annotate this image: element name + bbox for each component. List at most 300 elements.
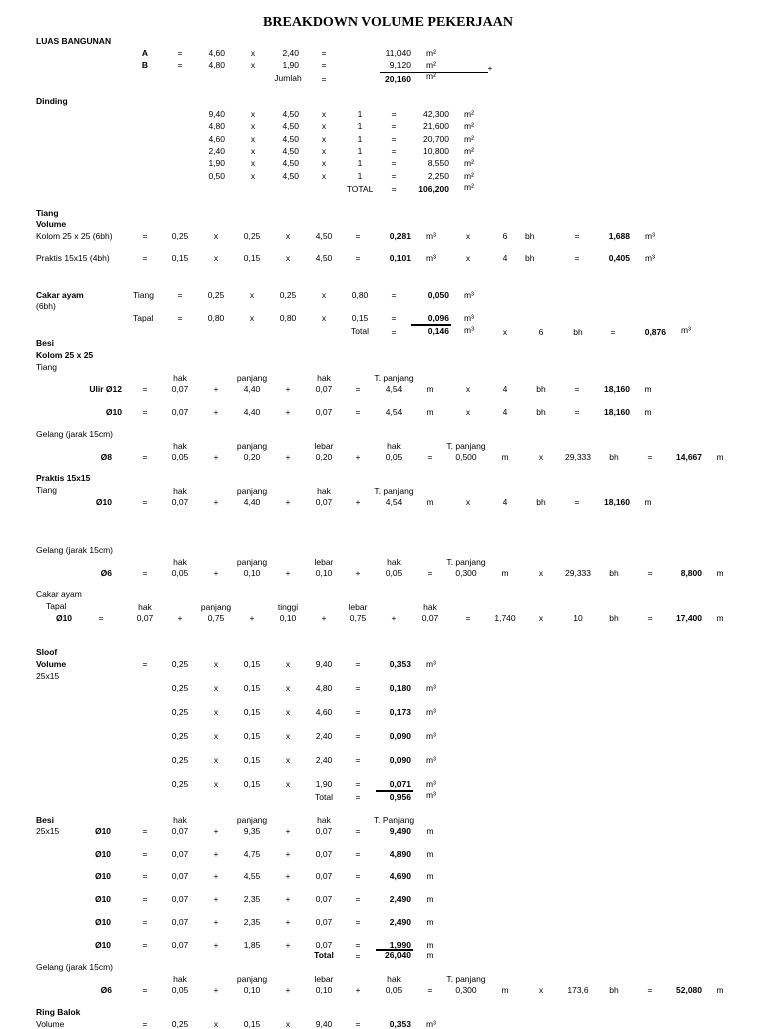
cell-118: x (249, 313, 255, 323)
cell-127: m³ (464, 325, 474, 335)
cell-324: T. Panjang (373, 815, 415, 825)
cell-385: Total (314, 950, 334, 960)
cell-144: 4,40 (243, 384, 261, 394)
cell-297: 2,40 (315, 731, 333, 741)
cell-308: m³ (426, 755, 436, 765)
section-sloof: Sloof (36, 647, 58, 657)
cell-177: T. panjang (446, 441, 486, 451)
cell-200: T. panjang (374, 486, 414, 496)
cell-145: + (285, 384, 291, 394)
cell-341: 0,07 (315, 848, 333, 859)
cell-92: 0,15 (243, 253, 261, 263)
cell-49: = (391, 145, 397, 156)
cell-199: hak (317, 486, 331, 496)
cell-203: 0,07 (171, 497, 189, 507)
cakar-total: 0,146 (427, 326, 449, 336)
cell-119: 0,80 (279, 313, 297, 323)
cell-348: + (213, 871, 219, 882)
cell-133: m³ (681, 325, 691, 335)
cell-275: 0,353 (389, 659, 411, 669)
cell-257: 0,07 (421, 613, 439, 623)
cell-286: x (213, 707, 219, 717)
cell-355: Ø10 (94, 894, 112, 905)
cell-35: m² (464, 121, 474, 132)
cell-213: bh (536, 497, 546, 507)
cell-113: 0,050 (427, 290, 449, 300)
cell-160: 4,40 (243, 407, 261, 417)
cell-198: panjang (236, 486, 268, 496)
cell-163: = (355, 407, 361, 417)
cell-122: = (391, 313, 397, 323)
cell-232: = (427, 568, 433, 578)
cell-389: hak (173, 974, 187, 984)
cell-129: 6 (538, 327, 544, 337)
cell-40: 1 (357, 133, 363, 144)
cell-318: = (355, 792, 361, 802)
cell-18: = (321, 74, 327, 84)
cell-71: Volume (36, 219, 67, 229)
cell-4: 2,40 (282, 48, 299, 58)
cell-104: (6bh) (36, 301, 56, 311)
cell-130: bh (573, 327, 583, 337)
cell-14: 9,120 (389, 60, 411, 70)
cell-406: x (538, 985, 544, 995)
cell-172: Gelang (jarak 15cm) (36, 429, 114, 439)
cell-410: 52,080 (676, 985, 702, 995)
cell-21: x (250, 109, 256, 119)
cell-249: 0,07 (136, 613, 154, 623)
cell-404: 0,300 (455, 985, 477, 995)
cell-420: 0,353 (389, 1019, 411, 1029)
cell-359: 2,35 (243, 894, 261, 905)
cell-179: = (142, 452, 148, 462)
section-dinding: Dinding (36, 96, 68, 106)
cell-125: Total (351, 326, 369, 336)
cell-196: Tiang (36, 485, 57, 495)
cell-352: = (355, 871, 361, 882)
cell-86: 1,688 (608, 231, 630, 241)
cell-209: 4,54 (385, 497, 403, 507)
cell-248: = (98, 613, 104, 623)
cell-93: x (285, 253, 291, 263)
cell-169: = (574, 407, 580, 417)
cell-60: 0,50 (208, 170, 225, 181)
cell-1: = (177, 48, 183, 58)
cell-96: 0,101 (389, 253, 411, 263)
cell-214: = (574, 497, 580, 507)
cell-155: m (644, 384, 652, 394)
cell-356: = (142, 894, 148, 905)
cell-210: m (426, 497, 434, 507)
cell-282: = (355, 683, 361, 693)
cell-72: Kolom 25 x 25 (6bh) (36, 231, 113, 241)
cell-109: 0,25 (279, 290, 297, 300)
section-praktis: Praktis 15x15 (36, 473, 91, 483)
cell-184: 0,20 (315, 452, 333, 462)
cell-185: + (355, 452, 361, 462)
cell-384: m (426, 939, 434, 950)
cell-201: Ø10 (95, 497, 112, 507)
cell-375: Ø10 (94, 939, 112, 950)
cell-346: = (142, 871, 148, 882)
cell-37: x (250, 133, 256, 144)
cell-383: 1,990 (389, 939, 411, 950)
cell-194: 14,667 (676, 452, 702, 462)
cell-23: x (321, 109, 327, 119)
cell-12: 1,90 (282, 60, 299, 70)
cell-279: 0,15 (243, 683, 261, 693)
cell-81: m³ (426, 231, 436, 241)
cell-283: 0,180 (389, 683, 411, 693)
cell-354: m (426, 871, 434, 882)
cell-241: Tapal (46, 601, 67, 611)
cell-197: hak (173, 486, 187, 496)
cell-306: = (355, 755, 361, 765)
cell-366: = (142, 916, 148, 927)
cell-121: 0,15 (351, 313, 369, 323)
cell-108: x (249, 290, 255, 300)
cell-106: = (177, 290, 183, 300)
cell-350: + (285, 871, 291, 882)
cell-344: m (426, 848, 434, 859)
cell-252: + (249, 613, 255, 623)
cell-319: m³ (426, 790, 436, 800)
cell-327: 0,07 (171, 826, 189, 836)
cell-367: 0,07 (171, 916, 189, 927)
cell-165: m (426, 407, 434, 417)
cell-195: m (716, 452, 724, 462)
cell-170: 18,160 (604, 407, 630, 417)
cell-217: Gelang (jarak 15cm) (36, 545, 114, 555)
cell-59: m² (464, 158, 474, 169)
cell-293: 0,25 (171, 731, 189, 741)
cell-397: + (213, 985, 219, 995)
cell-287: 0,15 (243, 707, 261, 717)
cell-53: x (250, 158, 256, 169)
cell-235: x (538, 568, 544, 578)
cell-411: m (716, 985, 724, 995)
page-title: BREAKDOWN VOLUME PEKERJAAN (263, 15, 513, 30)
cell-316: m³ (426, 779, 436, 789)
cell-347: 0,07 (171, 871, 189, 882)
cell-250: + (177, 613, 183, 623)
cell-261: 10 (573, 613, 583, 623)
cell-277: 0,25 (171, 683, 189, 693)
cell-371: 0,07 (315, 916, 333, 927)
cell-42: 20,700 (423, 133, 449, 144)
cell-333: 9,490 (389, 826, 411, 836)
cell-134: Kolom 25 x 25 (36, 350, 94, 360)
cell-339: 4,75 (243, 848, 261, 859)
cell-304: x (285, 755, 291, 765)
cell-322: panjang (236, 815, 268, 825)
cell-117: 0,80 (207, 313, 225, 323)
cell-211: x (465, 497, 471, 507)
cell-265: m (716, 613, 724, 623)
cell-310: x (213, 779, 219, 789)
cell-230: + (355, 568, 361, 578)
cell-147: = (355, 384, 361, 394)
cell-334: m (426, 826, 434, 836)
cell-126: = (391, 327, 397, 337)
cell-206: + (285, 497, 291, 507)
cell-414: 0,25 (171, 1019, 189, 1029)
cell-27: m² (464, 109, 474, 119)
cell-99: 4 (502, 253, 508, 263)
cell-328: + (213, 826, 219, 836)
cell-74: 0,25 (171, 231, 189, 241)
cell-0: A (141, 48, 149, 58)
cell-77: x (285, 231, 291, 241)
cell-362: = (355, 894, 361, 905)
cell-156: Ø10 (105, 407, 122, 417)
cell-244: tinggi (277, 602, 299, 612)
cell-338: + (213, 848, 219, 859)
cell-202: = (142, 497, 148, 507)
cell-28: 4,80 (208, 121, 225, 132)
cell-300: m³ (426, 731, 436, 741)
cell-288: x (285, 707, 291, 717)
cell-69: = (391, 184, 397, 194)
cell-94: 4,50 (315, 253, 333, 263)
cell-98: x (465, 253, 471, 263)
cell-386: = (355, 951, 361, 961)
cell-34: 21,600 (423, 121, 449, 132)
cell-56: 1 (357, 158, 363, 169)
cell-247: Ø10 (55, 613, 73, 623)
cell-388: Gelang (jarak 15cm) (36, 962, 114, 972)
cell-280: x (285, 683, 291, 693)
cell-403: = (427, 985, 433, 995)
cell-31: x (321, 121, 327, 132)
cell-120: x (321, 313, 327, 323)
cell-103: m³ (645, 253, 655, 263)
cell-82: x (465, 231, 471, 241)
cell-218: hak (173, 557, 187, 567)
cell-80: 0,281 (389, 231, 411, 241)
cell-41: = (391, 133, 397, 144)
cell-215: 18,160 (604, 497, 630, 507)
cell-188: 0,500 (455, 452, 477, 462)
cell-335: Ø10 (94, 848, 112, 859)
cell-11: x (250, 60, 256, 70)
cell-62: 4,50 (282, 170, 299, 181)
cell-421: m³ (426, 1019, 436, 1029)
cell-336: = (142, 848, 148, 859)
cell-58: 8,550 (427, 158, 449, 169)
cell-363: 2,490 (389, 894, 411, 905)
cell-295: 0,15 (243, 731, 261, 741)
cell-154: 18,160 (604, 384, 630, 394)
cell-193: = (647, 452, 653, 462)
cell-311: 0,15 (243, 779, 261, 789)
cell-236: 29,333 (565, 568, 591, 578)
cell-7: m² (426, 48, 436, 58)
cell-20: 9,40 (208, 109, 225, 119)
cell-396: 0,05 (171, 985, 189, 995)
cell-245: lebar (348, 602, 368, 612)
cell-168: bh (536, 407, 546, 417)
cell-251: 0,75 (207, 613, 225, 623)
cell-231: 0,05 (385, 568, 403, 578)
cell-208: + (355, 497, 361, 507)
cell-256: + (391, 613, 397, 623)
cell-307: 0,090 (389, 755, 411, 765)
cell-258: = (465, 613, 471, 623)
cell-89: = (142, 253, 148, 263)
cell-150: x (465, 384, 471, 394)
cell-419: = (355, 1019, 361, 1029)
cell-66: 2,250 (427, 170, 449, 181)
cell-91: x (213, 253, 219, 263)
cell-143: + (213, 384, 219, 394)
cell-264: 17,400 (676, 613, 702, 623)
cell-83: 6 (502, 231, 508, 241)
cell-382: = (355, 939, 361, 950)
cell-173: hak (173, 441, 187, 451)
cell-325: Ø10 (94, 826, 112, 836)
cell-138: hak (317, 373, 331, 383)
cell-95: = (355, 253, 361, 263)
cell-276: m³ (426, 659, 436, 669)
cell-180: 0,05 (171, 452, 189, 462)
section-ring-balok: Ring Balok (36, 1007, 81, 1017)
cell-400: 0,10 (315, 985, 333, 995)
cell-349: 4,55 (243, 871, 261, 882)
section-cakar-ayam-besi: Cakar ayam (36, 589, 82, 599)
cell-141: = (142, 384, 148, 394)
cell-391: lebar (314, 974, 334, 984)
cell-240: m (716, 568, 724, 578)
cell-152: bh (536, 384, 546, 394)
cell-19: m² (426, 71, 436, 81)
cell-22: 4,50 (282, 109, 299, 119)
cell-326: = (142, 826, 148, 836)
cell-101: = (574, 253, 580, 263)
cell-331: 0,07 (315, 826, 333, 836)
cell-399: + (285, 985, 291, 995)
cell-136: hak (173, 373, 187, 383)
cell-378: + (213, 939, 219, 950)
cell-175: lebar (314, 441, 334, 451)
cell-38: 4,50 (282, 133, 299, 144)
cell-285: 0,25 (171, 707, 189, 717)
cell-370: + (285, 916, 291, 927)
cell-75: x (213, 231, 219, 241)
cell-8: B (141, 60, 149, 70)
cell-128: x (502, 327, 508, 337)
cell-357: 0,07 (171, 894, 189, 905)
cell-224: = (142, 568, 148, 578)
cell-233: 0,300 (455, 568, 477, 578)
cell-70: m² (464, 182, 474, 192)
cell-340: + (285, 848, 291, 859)
cell-234: m (501, 568, 509, 578)
cell-162: 0,07 (315, 407, 333, 417)
cell-343: 4,890 (389, 848, 411, 859)
cell-408: bh (609, 985, 619, 995)
cell-401: + (355, 985, 361, 995)
cell-415: x (213, 1019, 219, 1029)
cell-320: 25x15 (36, 826, 60, 836)
cell-161: + (285, 407, 291, 417)
cell-255: 0,75 (349, 613, 367, 623)
cell-292: m³ (426, 707, 436, 717)
cell-148: 4,54 (385, 384, 403, 394)
cell-151: 4 (502, 384, 508, 394)
cell-229: 0,10 (315, 568, 333, 578)
cell-115: Tapal (133, 313, 154, 323)
cell-405: m (501, 985, 509, 995)
cell-332: = (355, 826, 361, 836)
cell-13: = (321, 60, 327, 70)
cell-302: x (213, 755, 219, 765)
cell-158: 0,07 (171, 407, 189, 417)
cell-43: m² (464, 133, 474, 144)
cell-164: 4,54 (385, 407, 403, 417)
section-besi: Besi (36, 338, 54, 348)
cell-48: 1 (357, 145, 363, 156)
cell-413: = (142, 1019, 148, 1029)
cell-97: m³ (426, 253, 436, 263)
cell-157: = (142, 407, 148, 417)
dinding-total: 106,200 (418, 184, 449, 194)
cell-186: 0,05 (385, 452, 403, 462)
cell-190: x (538, 452, 544, 462)
cell-36: 4,60 (208, 133, 225, 144)
cell-76: 0,25 (243, 231, 261, 241)
cell-416: 0,15 (243, 1019, 261, 1029)
cell-395: = (142, 985, 148, 995)
cell-16: + (487, 63, 493, 73)
cell-142: 0,07 (171, 384, 189, 394)
cell-167: 4 (502, 407, 508, 417)
cell-63: x (321, 170, 327, 181)
cell-321: hak (173, 815, 187, 825)
sloof-total: 0,956 (389, 792, 411, 802)
cell-2: 4,60 (208, 48, 225, 58)
cell-223: Ø6 (100, 568, 112, 578)
cell-394: Ø6 (100, 985, 112, 995)
cell-146: 0,07 (315, 384, 333, 394)
cell-238: = (647, 568, 653, 578)
cell-266: Volume (36, 659, 67, 669)
cell-317: Total (315, 792, 333, 802)
cell-135: Tiang (36, 362, 57, 372)
cell-237: bh (609, 568, 619, 578)
cell-191: 29,333 (565, 452, 591, 462)
cell-402: 0,05 (385, 985, 403, 995)
cell-390: panjang (236, 974, 268, 984)
cell-271: 0,15 (243, 659, 261, 669)
section-tiang: Tiang (36, 208, 59, 218)
cell-90: 0,15 (171, 253, 189, 263)
cell-153: = (574, 384, 580, 394)
section-cakar-ayam: Cakar ayam (36, 290, 84, 300)
cell-296: x (285, 731, 291, 741)
cell-222: T. panjang (446, 557, 486, 567)
cell-314: = (355, 779, 361, 789)
cell-30: 4,50 (282, 121, 299, 132)
cell-299: 0,090 (389, 731, 411, 741)
cell-149: m (426, 384, 434, 394)
cell-412: Volume (36, 1019, 65, 1029)
cell-5: = (321, 48, 327, 58)
cell-24: 1 (357, 109, 363, 119)
cell-392: hak (387, 974, 401, 984)
cell-274: = (355, 659, 361, 669)
cell-140: Ulir Ø12 (89, 384, 122, 394)
